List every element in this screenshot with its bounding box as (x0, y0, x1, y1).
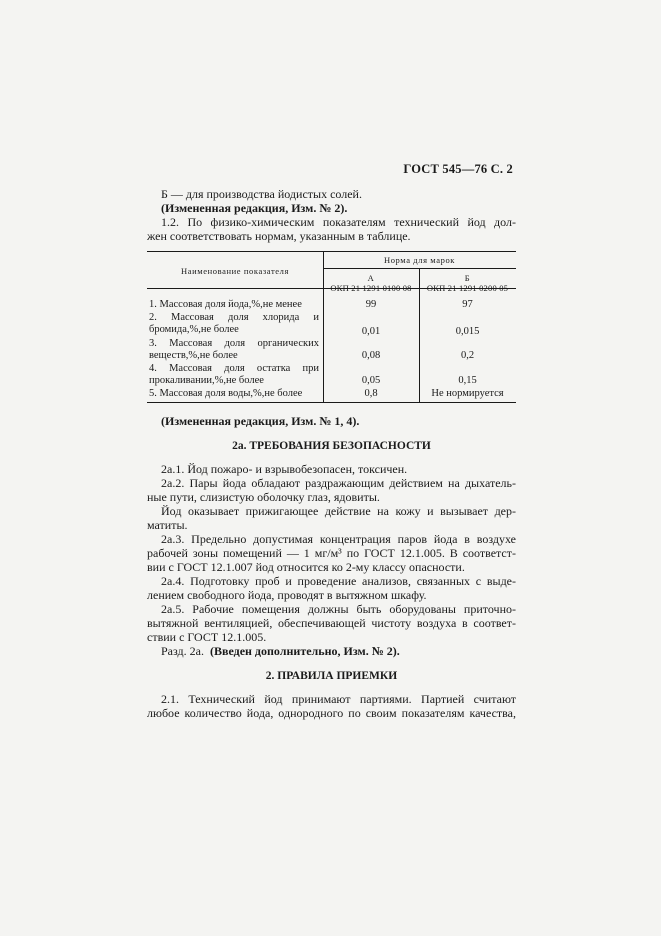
paragraph-1-2-line1: 1.2. По физико-химическим показателям технический йод дол- (161, 215, 516, 229)
column-header-norm: Норма для марок (383, 255, 456, 265)
item-2a2-line1: 2а.2. Пары йода обладают раздражающим действием на дыхатель- (161, 476, 516, 490)
item-2-1-line1: 2.1. Технический йод принимают партиями. Партией считают (161, 692, 516, 706)
item-2a4-line1: 2а.4. Подготовку проб и проведение анализов, связанных с выде- (161, 574, 516, 588)
row-3-grade-a: 0,08 (361, 350, 381, 361)
paragraph-1-2-line2: жен соответствовать нормам, указанным в таблице. (147, 229, 411, 243)
row-2-name-line1: 2. Массовая доля хлорида и (149, 312, 319, 323)
amendment-note-2: (Измененная редакция, Изм. № 1, 4). (161, 414, 360, 428)
column-header-name: Наименование показателя (180, 266, 289, 276)
section-2a-note-prefix: Разд. 2а. (161, 644, 204, 658)
item-2a3-line3: вии с ГОСТ 12.1.007 йод относится ко 2-му классу опасности. (147, 560, 465, 574)
section-2a-heading: 2а. ТРЕБОВАНИЯ БЕЗОПАСНОСТИ (232, 440, 431, 452)
grade-b-code: ОКП 21 1291 0200 05 (426, 283, 509, 293)
row-2-name-line2: бромида,%,не более (149, 324, 239, 335)
row-5-grade-b: Не нормируется (431, 388, 504, 399)
row-4-grade-a: 0,05 (361, 375, 381, 386)
row-1-name: 1. Массовая доля йода,%,не менее (149, 299, 302, 310)
section-2a-note-amendment: (Введен дополнительно, Изм. № 2). (209, 644, 400, 658)
row-3-name-line1: 3. Массовая доля органических (149, 338, 319, 349)
item-2a3-line2: рабочей зоны помещений — 1 мг/м³ по ГОСТ 12.1.005. В соответст- (147, 546, 516, 560)
item-2a2-line4: матиты. (147, 518, 188, 532)
page-header: ГОСТ 545—76 С. 2 (403, 162, 513, 176)
row-2-grade-a: 0,01 (361, 326, 381, 337)
row-3-name-line2: веществ,%,не более (149, 350, 238, 361)
row-1-grade-b: 97 (462, 299, 473, 310)
item-2a3-line1: 2а.3. Предельно допустимая концентрация паров йода в воздухе (161, 532, 516, 546)
item-2a1: 2а.1. Йод пожаро- и взрывобезопасен, токсичен. (161, 462, 408, 476)
item-2a2-line2: ные пути, слизистую оболочку глаз, ядовиты. (147, 490, 380, 504)
section-2-heading: 2. ПРАВИЛА ПРИЕМКИ (265, 670, 398, 682)
item-2a5-line1: 2а.5. Рабочие помещения должны быть оборудованы приточно- (161, 602, 516, 616)
item-2a5-line2: вытяжной вентиляцией, обеспечивающей чистоту воздуха в соответ- (147, 616, 516, 630)
row-4-name-line1: 4. Массовая доля остатка при (149, 363, 319, 374)
row-1-grade-a: 99 (365, 299, 377, 310)
row-3-grade-b: 0,2 (460, 350, 475, 361)
paragraph-grade-b: Б — для производства йодистых солей. (161, 187, 362, 201)
properties-table (147, 251, 516, 402)
row-2-grade-b: 0,015 (455, 326, 480, 337)
item-2a4-line2: лением свободного йода, проводят в вытяжном шкафу. (147, 588, 427, 602)
amendment-note-1: (Измененная редакция, Изм. № 2). (161, 201, 348, 215)
grade-b-label: Б (464, 273, 471, 283)
grade-a-code: ОКП 21 1291 0100 08 (330, 283, 412, 293)
section-2a-note (147, 644, 516, 658)
item-2-1-line2: любое количество йода, однородного по своим показателям качества, (147, 706, 516, 720)
item-2a5-line3: ствии с ГОСТ 12.1.005. (147, 630, 267, 644)
item-2a2-line3: Йод оказывает прижигающее действие на кожу и вызывает дер- (161, 504, 516, 518)
row-4-grade-b: 0,15 (458, 375, 477, 386)
grade-a-label: А (367, 273, 375, 283)
row-4-name-line2: прокаливании,%,не более (149, 375, 264, 386)
row-5-grade-a: 0,8 (364, 388, 378, 399)
row-5-name: 5. Массовая доля воды,%,не более (149, 388, 303, 399)
